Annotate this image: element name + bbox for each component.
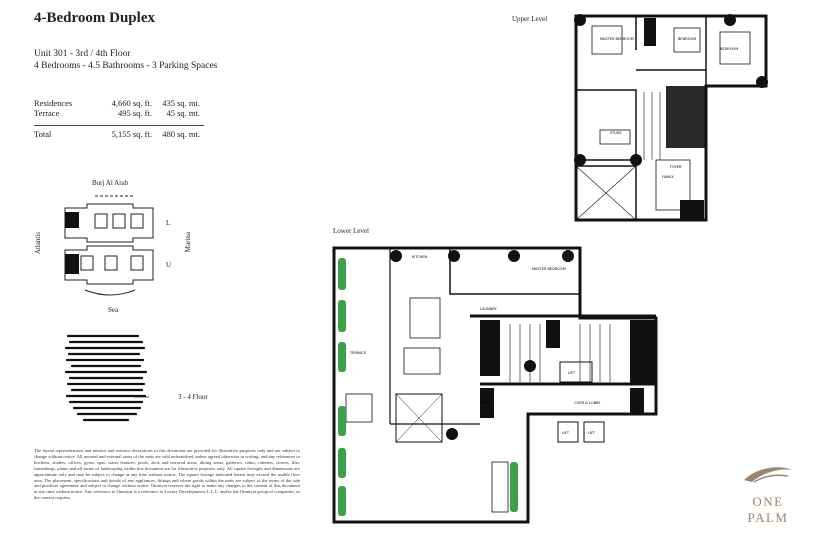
area-row-total [34,125,204,139]
room-tag-foyer: FOYER [670,165,682,169]
unit-info [34,48,217,72]
room-tag-bedroom-2: BEDROOM [720,47,739,51]
area-sqm: 480 sq. mt. [162,129,200,139]
key-plan-level-upper: L [166,219,171,227]
area-label: Residences [34,98,73,108]
one-palm-logo [738,494,798,526]
room-tag-lift-1: LIFT [568,371,576,375]
room-tag-master-lower: MASTER BEDROOM [532,267,566,271]
area-table [34,98,204,139]
area-row-terrace [34,108,204,118]
room-tag-terrace: TERRACE [350,351,367,355]
key-plan-level-lower: U [166,261,172,269]
room-tag-study: STUDY [610,131,622,135]
room-tag-lift-3: LIFT [588,431,596,435]
area-sqm: 435 sq. mt. [162,98,200,108]
area-row-residences [34,98,204,108]
room-tag-master: MASTER BEDROOM [600,37,634,41]
room-tag-lift-2: LIFT [562,431,570,435]
key-plan-south-label: Sea [108,306,119,314]
highlight-unit-lower [65,254,79,274]
upper-level-label: Upper Level [512,15,548,23]
area-label: Total [34,129,52,139]
one-palm-logo-mark [740,462,796,488]
logo-line-2: PALM [747,510,789,525]
key-plan-north-label: Burj Al Arab [92,179,129,187]
logo-line-1: ONE [752,494,784,509]
lower-level-plan [330,244,660,526]
floor-stack-label: 3 - 4 Floor [178,393,208,401]
area-sqft: 5,155 sq. ft. [111,129,152,139]
area-sqm: 45 sq. mt. [166,108,200,118]
key-plan-east-label: Marina [184,232,192,253]
room-tag-laundry: LAUNDRY [480,307,497,311]
area-sqft: 495 sq. ft. [118,108,152,118]
unit-line: Unit 301 - 3rd / 4th Floor [34,49,131,59]
key-plan-diagram [55,190,165,305]
room-tag-kitchen: KITCHEN [412,255,428,259]
room-tag-bedroom-1: BEDROOM [678,37,697,41]
key-plan-west-label: Atlantis [34,232,42,255]
floor-stack-diagram [64,328,154,428]
highlight-unit-upper [65,212,79,228]
room-tag-foyer-lower: FOYER [480,401,492,405]
disclaimer-text: The layout representations and interior and exterior decorations in this document are provided for illustrative purposes only and are subject to change without notice. All internal and external areas of the units are sold unfurnished, unless agreed otherwise in writing, and any references to kitchens, studies, offices, gyms, spas, water features, pools, deck and terraced areas, dining areas, galleries, cabin, cabinets, closets, lifts, furnishings, plants and all forms of landscaping within this document are for illustrative purposes only. All square footages and dimensions are approximate only and may be subject to change at any time without notice. The square footage indicated herein may exceed the usable floor area. The placement, specifications and details of any appliances, fittings and where goods within the units are subject to the terms of the sale and purchase agreement and subject to change without notice. Omniyat reserves the right to make any changes to the content of this document at any time without notice. Any reference to Omniyat is a reference to Luxury Developments L.L.C. and/or the Omniyat group of companies, as the context requires. [34,448,300,501]
area-sqft: 4,660 sq. ft. [111,98,152,108]
room-tag-corridor: CORR & LOBBY [574,401,601,405]
area-label: Terrace [34,108,60,118]
specs-line: 4 Bedrooms - 4.5 Bathrooms - 3 Parking Spaces [34,61,218,71]
room-tag-family: FAMILY [662,175,674,179]
lower-level-label: Lower Level [333,227,369,235]
upper-level-plan [570,10,775,222]
page-title: 4-Bedroom Duplex [34,10,155,26]
